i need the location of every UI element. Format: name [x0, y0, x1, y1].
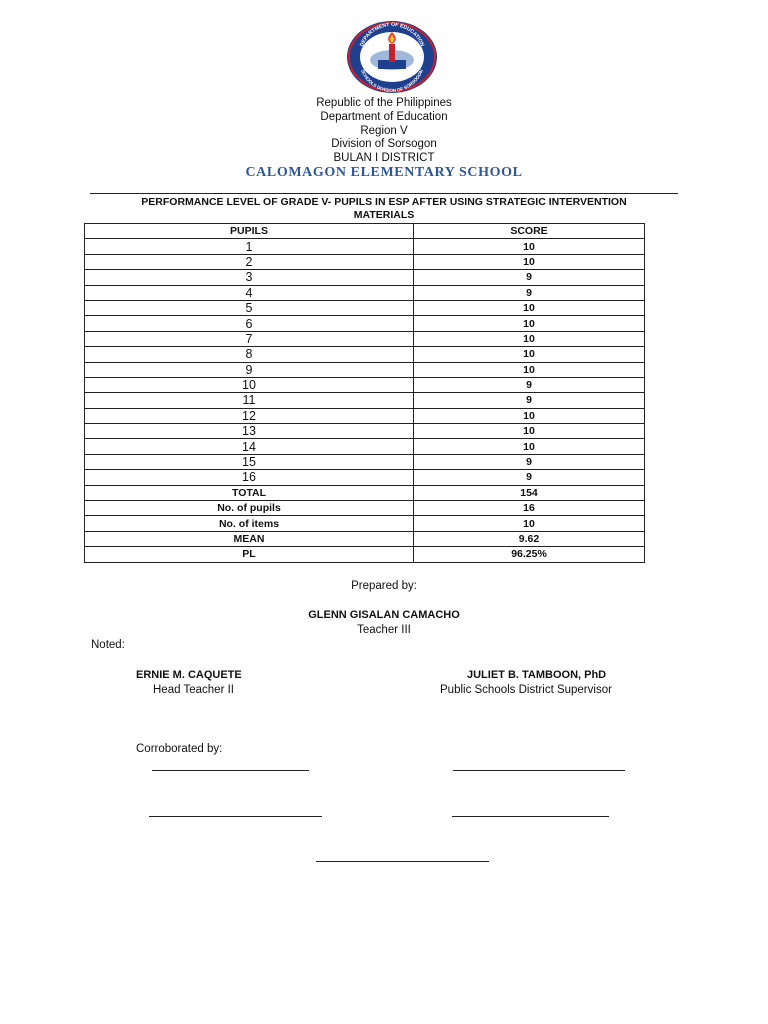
column-header-score: SCORE	[414, 224, 645, 239]
summary-value: 96.25%	[414, 547, 645, 562]
pupil-score: 9	[414, 470, 645, 485]
table-row	[85, 470, 645, 485]
pupil-score: 10	[414, 424, 645, 439]
table-row	[85, 331, 645, 346]
table-row	[85, 408, 645, 423]
header-republic: Republic of the Philippines	[316, 97, 452, 109]
table-row	[85, 424, 645, 439]
pupil-number: 5	[85, 300, 414, 315]
signature-line	[149, 816, 322, 817]
pupil-score: 10	[414, 408, 645, 423]
pupil-number: 14	[85, 439, 414, 454]
deped-seal-logo	[345, 20, 439, 94]
summary-value: 154	[414, 485, 645, 500]
pupil-score: 10	[414, 316, 645, 331]
pupil-score: 9	[414, 393, 645, 408]
pupil-score: 10	[414, 300, 645, 315]
prepared-by-name: GLENN GISALAN CAMACHO	[308, 609, 460, 621]
table-row	[85, 270, 645, 285]
table-header-row	[85, 224, 645, 239]
summary-row-pl	[85, 547, 645, 562]
signature-line	[152, 770, 309, 771]
noted-left-title: Head Teacher II	[153, 684, 234, 696]
pupil-score: 9	[414, 454, 645, 469]
pupil-number: 13	[85, 424, 414, 439]
noted-left-name: ERNIE M. CAQUETE	[136, 669, 242, 681]
pupil-number: 7	[85, 331, 414, 346]
summary-value: 10	[414, 516, 645, 531]
pupil-number: 8	[85, 347, 414, 362]
pupil-score: 9	[414, 270, 645, 285]
pupil-score: 10	[414, 254, 645, 269]
prepared-by-label: Prepared by:	[351, 580, 417, 592]
summary-row-pupils	[85, 501, 645, 516]
header-department: Department of Education	[320, 111, 448, 123]
summary-label: TOTAL	[85, 485, 414, 500]
signature-line	[453, 770, 625, 771]
summary-label: No. of pupils	[85, 501, 414, 516]
noted-right-name: JULIET B. TAMBOON, PhD	[467, 669, 607, 681]
pupil-number: 4	[85, 285, 414, 300]
pupil-score: 9	[414, 377, 645, 392]
pupil-number: 10	[85, 377, 414, 392]
signature-line	[452, 816, 609, 817]
signature-line	[316, 861, 489, 862]
pupil-number: 3	[85, 270, 414, 285]
document-title-line-1: PERFORMANCE LEVEL OF GRADE V- PUPILS IN ESP AFTER USING STRATEGIC INTERVENTION	[141, 196, 627, 208]
pupil-score: 9	[414, 285, 645, 300]
pupil-number: 6	[85, 316, 414, 331]
pupil-score: 10	[414, 239, 645, 254]
header-divider	[90, 193, 678, 194]
noted-right-title: Public Schools District Supervisor	[440, 684, 612, 696]
summary-row-items	[85, 516, 645, 531]
summary-row-mean	[85, 531, 645, 546]
noted-label: Noted:	[91, 639, 125, 651]
score-table	[84, 223, 645, 563]
document-title-line-2: MATERIALS	[353, 209, 415, 221]
table-row	[85, 254, 645, 269]
school-name: CALOMAGON ELEMENTARY SCHOOL	[245, 165, 523, 180]
column-header-pupils: PUPILS	[85, 224, 414, 239]
pupil-score: 10	[414, 362, 645, 377]
header-district: BULAN I DISTRICT	[333, 152, 435, 164]
pupil-number: 15	[85, 454, 414, 469]
table-row	[85, 377, 645, 392]
prepared-by-title: Teacher III	[357, 624, 411, 636]
table-row	[85, 454, 645, 469]
summary-label: PL	[85, 547, 414, 562]
table-row	[85, 439, 645, 454]
pupil-number: 12	[85, 408, 414, 423]
summary-value: 9.62	[414, 531, 645, 546]
pupil-number: 11	[85, 393, 414, 408]
summary-label: No. of items	[85, 516, 414, 531]
pupil-score: 10	[414, 439, 645, 454]
pupil-number: 1	[85, 239, 414, 254]
pupil-number: 9	[85, 362, 414, 377]
pupil-score: 10	[414, 347, 645, 362]
summary-row-total	[85, 485, 645, 500]
summary-value: 16	[414, 501, 645, 516]
pupil-score: 10	[414, 331, 645, 346]
table-row	[85, 316, 645, 331]
table-row	[85, 239, 645, 254]
corroborated-by-label: Corroborated by:	[136, 743, 223, 755]
svg-text:SCHOOLS DIVISION OF SORSOGON: SCHOOLS DIVISION OF SORSOGON	[360, 68, 424, 94]
header-division: Division of Sorsogon	[331, 138, 437, 150]
table-row	[85, 347, 645, 362]
table-row	[85, 362, 645, 377]
pupil-number: 16	[85, 470, 414, 485]
table-row	[85, 300, 645, 315]
pupil-number: 2	[85, 254, 414, 269]
table-row	[85, 285, 645, 300]
summary-label: MEAN	[85, 531, 414, 546]
header-region: Region V	[360, 125, 408, 137]
table-row	[85, 393, 645, 408]
document-title	[84, 196, 684, 222]
svg-text:DEPARTMENT OF EDUCATION: DEPARTMENT OF EDUCATION	[359, 21, 425, 48]
